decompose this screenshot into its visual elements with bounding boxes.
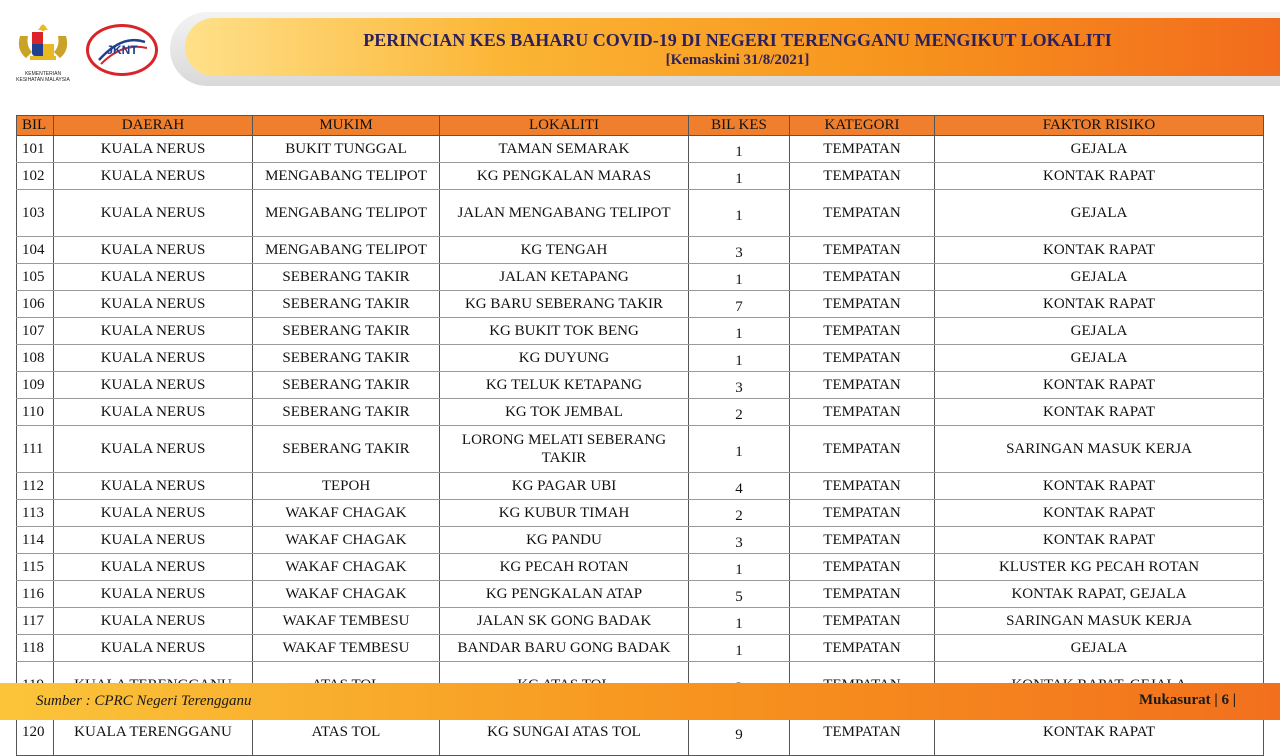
cell-faktor-risiko: GEJALA: [935, 635, 1264, 662]
jknt-logo-text: JKNT: [106, 43, 138, 57]
cell-daerah: KUALA NERUS: [54, 426, 253, 473]
cell-kategori: TEMPATAN: [790, 372, 935, 399]
column-header-daerah: DAERAH: [54, 116, 253, 136]
cell-daerah: KUALA NERUS: [54, 264, 253, 291]
cell-lokaliti: TAMAN SEMARAK: [440, 136, 689, 163]
cell-mukim: SEBERANG TAKIR: [253, 345, 440, 372]
cell-faktor-risiko: SARINGAN MASUK KERJA: [935, 426, 1264, 473]
cell-faktor-risiko: KONTAK RAPAT: [935, 372, 1264, 399]
cell-lokaliti: BANDAR BARU GONG BADAK: [440, 635, 689, 662]
cell-daerah: KUALA NERUS: [54, 554, 253, 581]
cell-lokaliti: KG PAGAR UBI: [440, 473, 689, 500]
cell-faktor-risiko: KONTAK RAPAT: [935, 527, 1264, 554]
cell-daerah: KUALA NERUS: [54, 635, 253, 662]
cell-lokaliti: KG PECAH ROTAN: [440, 554, 689, 581]
cell-faktor-risiko: KONTAK RAPAT: [935, 500, 1264, 527]
cell-bil-kes: 1: [689, 136, 790, 163]
cell-bil-kes: 1: [689, 635, 790, 662]
cell-bil-kes: 3: [689, 237, 790, 264]
cell-bil: 105: [17, 264, 54, 291]
cell-lokaliti: KG DUYUNG: [440, 345, 689, 372]
cell-kategori: TEMPATAN: [790, 318, 935, 345]
cell-faktor-risiko: KONTAK RAPAT: [935, 163, 1264, 190]
cell-faktor-risiko: KONTAK RAPAT: [935, 291, 1264, 318]
table-row: [17, 399, 1264, 426]
cell-kategori: TEMPATAN: [790, 554, 935, 581]
cell-faktor-risiko: KONTAK RAPAT: [935, 399, 1264, 426]
cell-lokaliti: LORONG MELATI SEBERANG TAKIR: [440, 426, 689, 473]
cell-bil-kes: 7: [689, 291, 790, 318]
cell-mukim: WAKAF CHAGAK: [253, 500, 440, 527]
cell-bil-kes: 1: [689, 163, 790, 190]
cell-mukim: WAKAF CHAGAK: [253, 527, 440, 554]
cell-daerah: KUALA NERUS: [54, 399, 253, 426]
cell-bil: 114: [17, 527, 54, 554]
cell-mukim: WAKAF TEMBESU: [253, 608, 440, 635]
cell-daerah: KUALA NERUS: [54, 190, 253, 237]
cell-lokaliti: JALAN SK GONG BADAK: [440, 608, 689, 635]
column-header-mukim: MUKIM: [253, 116, 440, 136]
cell-bil: 111: [17, 426, 54, 473]
cell-faktor-risiko: SARINGAN MASUK KERJA: [935, 608, 1264, 635]
jknt-emblem-icon: [93, 30, 151, 70]
cell-faktor-risiko: GEJALA: [935, 264, 1264, 291]
table-row: [17, 527, 1264, 554]
cell-daerah: KUALA NERUS: [54, 291, 253, 318]
cell-bil-kes: 1: [689, 190, 790, 237]
table-header-row: [17, 116, 1264, 136]
cell-mukim: ATAS TOL: [253, 709, 440, 756]
cell-lokaliti: KG TENGAH: [440, 237, 689, 264]
page-subtitle: [Kemaskini 31/8/2021]: [665, 52, 810, 68]
cell-faktor-risiko: KONTAK RAPAT: [935, 473, 1264, 500]
cell-mukim: MENGABANG TELIPOT: [253, 237, 440, 264]
cell-kategori: TEMPATAN: [790, 473, 935, 500]
cell-daerah: KUALA NERUS: [54, 473, 253, 500]
table-row: [17, 237, 1264, 264]
table-row: [17, 608, 1264, 635]
cell-bil: 104: [17, 237, 54, 264]
cell-lokaliti: KG BUKIT TOK BENG: [440, 318, 689, 345]
cell-lokaliti: KG TOK JEMBAL: [440, 399, 689, 426]
cell-bil-kes: 3: [689, 527, 790, 554]
cell-faktor-risiko: KONTAK RAPAT: [935, 709, 1264, 756]
cell-faktor-risiko: KONTAK RAPAT: [935, 237, 1264, 264]
header-titles: [190, 30, 1280, 70]
cell-daerah: KUALA NERUS: [54, 372, 253, 399]
cell-kategori: TEMPATAN: [790, 264, 935, 291]
column-header-faktor-risiko: FAKTOR RISIKO: [935, 116, 1264, 136]
column-header-bil-kes: BIL KES: [689, 116, 790, 136]
cell-mukim: WAKAF CHAGAK: [253, 554, 440, 581]
cell-mukim: TEPOH: [253, 473, 440, 500]
cell-lokaliti: KG TELUK KETAPANG: [440, 372, 689, 399]
column-header-kategori: KATEGORI: [790, 116, 935, 136]
cases-table: [16, 115, 1264, 756]
cell-bil-kes: 3: [689, 372, 790, 399]
cell-kategori: TEMPATAN: [790, 426, 935, 473]
cell-bil: 108: [17, 345, 54, 372]
cell-kategori: TEMPATAN: [790, 163, 935, 190]
jknt-logo: [86, 24, 158, 76]
cases-table-container: [16, 115, 1263, 756]
cell-bil-kes: 5: [689, 581, 790, 608]
cell-lokaliti: KG PANDU: [440, 527, 689, 554]
cell-kategori: TEMPATAN: [790, 608, 935, 635]
cell-daerah: KUALA NERUS: [54, 345, 253, 372]
cell-kategori: TEMPATAN: [790, 237, 935, 264]
cell-faktor-risiko: KLUSTER KG PECAH ROTAN: [935, 554, 1264, 581]
cell-kategori: TEMPATAN: [790, 136, 935, 163]
cell-bil: 103: [17, 190, 54, 237]
table-row: [17, 264, 1264, 291]
cell-daerah: KUALA NERUS: [54, 237, 253, 264]
column-header-lokaliti: LOKALITI: [440, 116, 689, 136]
cell-kategori: TEMPATAN: [790, 345, 935, 372]
cell-daerah: KUALA NERUS: [54, 581, 253, 608]
table-row: [17, 581, 1264, 608]
cell-bil: 112: [17, 473, 54, 500]
cell-kategori: TEMPATAN: [790, 581, 935, 608]
cell-mukim: MENGABANG TELIPOT: [253, 163, 440, 190]
cell-mukim: SEBERANG TAKIR: [253, 372, 440, 399]
cell-faktor-risiko: KONTAK RAPAT, GEJALA: [935, 581, 1264, 608]
cell-lokaliti: KG SUNGAI ATAS TOL: [440, 709, 689, 756]
cell-lokaliti: KG KUBUR TIMAH: [440, 500, 689, 527]
table-row: [17, 136, 1264, 163]
cell-mukim: MENGABANG TELIPOT: [253, 190, 440, 237]
cell-bil: 120: [17, 709, 54, 756]
table-row: [17, 473, 1264, 500]
cell-bil: 116: [17, 581, 54, 608]
cell-lokaliti: JALAN MENGABANG TELIPOT: [440, 190, 689, 237]
cell-bil-kes: 4: [689, 473, 790, 500]
source-note: Sumber : CPRC Negeri Terengganu: [36, 693, 252, 709]
cell-bil: 110: [17, 399, 54, 426]
table-row: [17, 554, 1264, 581]
cell-lokaliti: KG PENGKALAN MARAS: [440, 163, 689, 190]
cell-bil: 113: [17, 500, 54, 527]
table-row: [17, 291, 1264, 318]
cell-bil-kes: 1: [689, 264, 790, 291]
cell-kategori: TEMPATAN: [790, 709, 935, 756]
table-row: [17, 318, 1264, 345]
cell-bil-kes: 1: [689, 426, 790, 473]
cell-daerah: KUALA NERUS: [54, 163, 253, 190]
cell-mukim: SEBERANG TAKIR: [253, 399, 440, 426]
cell-daerah: KUALA NERUS: [54, 318, 253, 345]
cell-daerah: KUALA NERUS: [54, 500, 253, 527]
cell-bil-kes: 2: [689, 399, 790, 426]
moh-logo: [12, 22, 74, 84]
table-row: [17, 426, 1264, 473]
cell-mukim: SEBERANG TAKIR: [253, 318, 440, 345]
table-row: [17, 372, 1264, 399]
cell-mukim: WAKAF CHAGAK: [253, 581, 440, 608]
cell-lokaliti: KG PENGKALAN ATAP: [440, 581, 689, 608]
column-header-bil: BIL: [17, 116, 54, 136]
cell-daerah: KUALA NERUS: [54, 608, 253, 635]
cell-mukim: WAKAF TEMBESU: [253, 635, 440, 662]
table-row: [17, 500, 1264, 527]
cell-mukim: SEBERANG TAKIR: [253, 426, 440, 473]
cell-lokaliti: KG BARU SEBERANG TAKIR: [440, 291, 689, 318]
cell-faktor-risiko: GEJALA: [935, 318, 1264, 345]
cell-faktor-risiko: GEJALA: [935, 136, 1264, 163]
coat-of-arms-icon: [12, 22, 74, 64]
table-row: [17, 190, 1264, 237]
cell-bil: 107: [17, 318, 54, 345]
cell-bil: 109: [17, 372, 54, 399]
cell-bil: 118: [17, 635, 54, 662]
table-row: [17, 345, 1264, 372]
cell-kategori: TEMPATAN: [790, 500, 935, 527]
table-row: [17, 635, 1264, 662]
cell-bil: 115: [17, 554, 54, 581]
cell-bil-kes: 1: [689, 345, 790, 372]
cell-mukim: BUKIT TUNGGAL: [253, 136, 440, 163]
table-row: [17, 163, 1264, 190]
cell-bil-kes: 1: [689, 608, 790, 635]
cell-kategori: TEMPATAN: [790, 190, 935, 237]
cell-bil: 117: [17, 608, 54, 635]
cell-daerah: KUALA TERENGGANU: [54, 709, 253, 756]
cell-bil: 101: [17, 136, 54, 163]
cell-faktor-risiko: GEJALA: [935, 345, 1264, 372]
moh-logo-text: KEMENTERIAN KESIHATAN MALAYSIA: [16, 71, 70, 83]
cell-bil-kes: 1: [689, 318, 790, 345]
cell-daerah: KUALA NERUS: [54, 527, 253, 554]
cell-daerah: KUALA NERUS: [54, 136, 253, 163]
cell-kategori: TEMPATAN: [790, 635, 935, 662]
cell-bil: 102: [17, 163, 54, 190]
cell-bil-kes: 2: [689, 500, 790, 527]
cell-lokaliti: JALAN KETAPANG: [440, 264, 689, 291]
cell-mukim: SEBERANG TAKIR: [253, 264, 440, 291]
cell-kategori: TEMPATAN: [790, 527, 935, 554]
cell-bil-kes: 9: [689, 709, 790, 756]
cell-faktor-risiko: GEJALA: [935, 190, 1264, 237]
page-title: PERINCIAN KES BAHARU COVID-19 DI NEGERI TERENGGANU MENGIKUT LOKALITI: [363, 30, 1112, 50]
cell-bil: 106: [17, 291, 54, 318]
page-number: Mukasurat | 6 |: [1138, 692, 1236, 708]
cell-bil-kes: 1: [689, 554, 790, 581]
cell-kategori: TEMPATAN: [790, 291, 935, 318]
cell-mukim: SEBERANG TAKIR: [253, 291, 440, 318]
cell-kategori: TEMPATAN: [790, 399, 935, 426]
